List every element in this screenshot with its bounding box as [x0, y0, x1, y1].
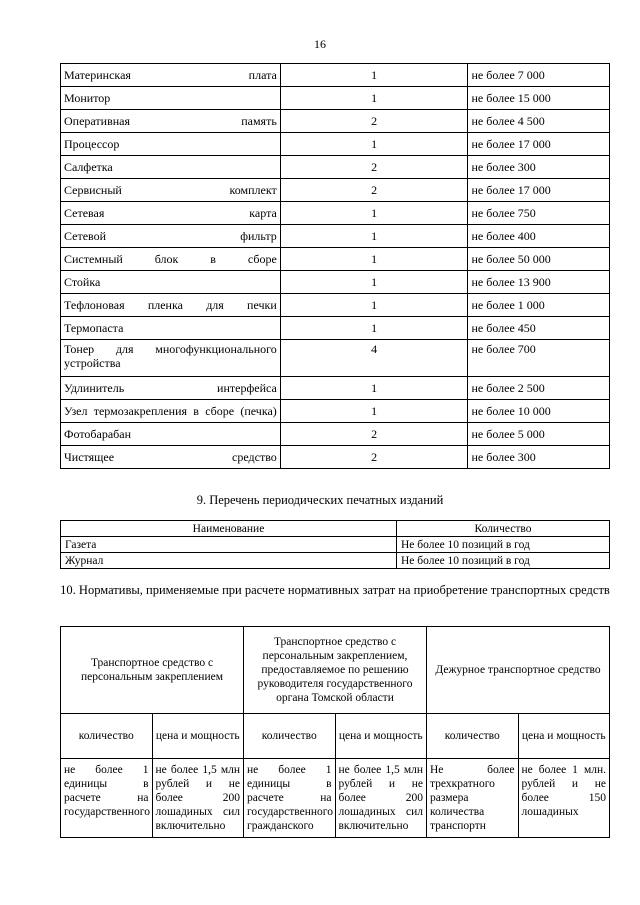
group-header-by-decision: Транспортное средство с персональным закреплением, предоставляемое по решению руководителя государственного органа Томской области: [244, 627, 427, 714]
cell-price: не более 1 млн. рублей и не более 150 лошадиных: [518, 759, 610, 838]
cell-name: Газета: [61, 537, 397, 553]
cell-price: не более 4 500: [468, 110, 610, 133]
cell-price: не более 50 000: [468, 248, 610, 271]
cell-name: Термопаста: [61, 317, 281, 340]
table-row: [61, 759, 610, 838]
table-row: [61, 400, 610, 423]
table-row: [61, 87, 610, 110]
cell-name: Сетевая карта: [61, 202, 281, 225]
cell-name: Процессор: [61, 133, 281, 156]
cell-qty: 4: [280, 340, 468, 377]
cell-price: не более 1,5 млн рублей и не более 200 лошадиных сил включительно: [335, 759, 427, 838]
cell-name: Салфетка: [61, 156, 281, 179]
cell-qty: 1: [280, 248, 468, 271]
cell-qty: 2: [280, 110, 468, 133]
vehicles-table: [60, 626, 610, 838]
cell-name: Фотобарабан: [61, 423, 281, 446]
cell-qty: Не более трехкратного размера количества транспортн: [427, 759, 519, 838]
table-row: [61, 179, 610, 202]
cell-name: Сетевой фильтр: [61, 225, 281, 248]
sub-header-qty: количество: [61, 714, 153, 759]
cell-name: Оперативная память: [61, 110, 281, 133]
cell-qty: не более 1 единицы в расчете на государственного: [61, 759, 153, 838]
sub-header-row: [61, 714, 610, 759]
sub-header-price: цена и мощность: [518, 714, 610, 759]
cell-qty: 2: [280, 423, 468, 446]
cell-price: не более 750: [468, 202, 610, 225]
cell-name: Системный блок в сборе: [61, 248, 281, 271]
group-header-row: [61, 627, 610, 714]
table-row: [61, 225, 610, 248]
table-row: [61, 553, 610, 569]
cell-name: Тефлоновая пленка для печки: [61, 294, 281, 317]
cell-qty: 2: [280, 179, 468, 202]
cell-price: не более 17 000: [468, 133, 610, 156]
table-row: [61, 317, 610, 340]
cell-name: Материнская плата: [61, 64, 281, 87]
header-qty: Количество: [397, 521, 610, 537]
table-row: [61, 248, 610, 271]
header-name: Наименование: [61, 521, 397, 537]
cell-qty: не более 1 единицы в расчете на государственного гражданского: [244, 759, 336, 838]
cell-price: не более 300: [468, 446, 610, 469]
cell-price: не более 300: [468, 156, 610, 179]
cell-name: Монитор: [61, 87, 281, 110]
cell-name: Журнал: [61, 553, 397, 569]
cell-price: не более 7 000: [468, 64, 610, 87]
table-row: [61, 64, 610, 87]
sub-header-price: цена и мощность: [152, 714, 244, 759]
cell-price: не более 400: [468, 225, 610, 248]
sub-header-price: цена и мощность: [335, 714, 427, 759]
group-header-personal: Транспортное средство с персональным закреплением: [61, 627, 244, 714]
sub-header-qty: количество: [244, 714, 336, 759]
cell-name: Чистящее средство: [61, 446, 281, 469]
table-row: [61, 446, 610, 469]
table-row: [61, 377, 610, 400]
cell-qty: 1: [280, 202, 468, 225]
cell-price: не более 10 000: [468, 400, 610, 423]
page-number: 16: [314, 37, 326, 51]
cell-name: Удлинитель интерфейса: [61, 377, 281, 400]
cell-name: Узел термозакрепления в сборе (печка): [61, 400, 281, 423]
section-9-title: 9. Перечень периодических печатных изданий: [196, 493, 444, 507]
cell-qty: 2: [280, 156, 468, 179]
cell-qty: 1: [280, 317, 468, 340]
cell-qty: 1: [280, 225, 468, 248]
cell-qty: 1: [280, 87, 468, 110]
sub-header-qty: количество: [427, 714, 519, 759]
cell-qty: Не более 10 позиций в год: [397, 553, 610, 569]
table-row: [61, 156, 610, 179]
cell-qty: 2: [280, 446, 468, 469]
cell-price: не более 1,5 млн рублей и не более 200 лошадиных сил включительно: [152, 759, 244, 838]
table-row: [61, 110, 610, 133]
items-table: [60, 63, 610, 469]
cell-qty: 1: [280, 400, 468, 423]
cell-price: не более 1 000: [468, 294, 610, 317]
cell-price: не более 2 500: [468, 377, 610, 400]
table-row: [61, 423, 610, 446]
table-row: [61, 294, 610, 317]
cell-price: не более 13 900: [468, 271, 610, 294]
cell-price: не более 17 000: [468, 179, 610, 202]
cell-qty: 1: [280, 271, 468, 294]
cell-price: не более 450: [468, 317, 610, 340]
cell-qty: 1: [280, 133, 468, 156]
table-row: [61, 133, 610, 156]
cell-qty: 1: [280, 294, 468, 317]
table-row: [61, 340, 610, 377]
group-header-duty: Дежурное транспортное средство: [427, 627, 610, 714]
periodicals-table: [60, 520, 610, 569]
table-row: [61, 202, 610, 225]
cell-qty: 1: [280, 64, 468, 87]
cell-name: Сервисный комплект: [61, 179, 281, 202]
table-row: [61, 537, 610, 553]
table-row: [61, 271, 610, 294]
cell-price: не более 700: [468, 340, 610, 377]
cell-qty: Не более 10 позиций в год: [397, 537, 610, 553]
cell-name: Стойка: [61, 271, 281, 294]
cell-qty: 1: [280, 377, 468, 400]
cell-price: не более 15 000: [468, 87, 610, 110]
section-10-title: 10. Нормативы, применяемые при расчете нормативных затрат на приобретение транспортных средств: [60, 583, 610, 597]
table-header-row: [61, 521, 610, 537]
cell-price: не более 5 000: [468, 423, 610, 446]
cell-name: Тонер для многофункционального устройства: [61, 340, 281, 377]
